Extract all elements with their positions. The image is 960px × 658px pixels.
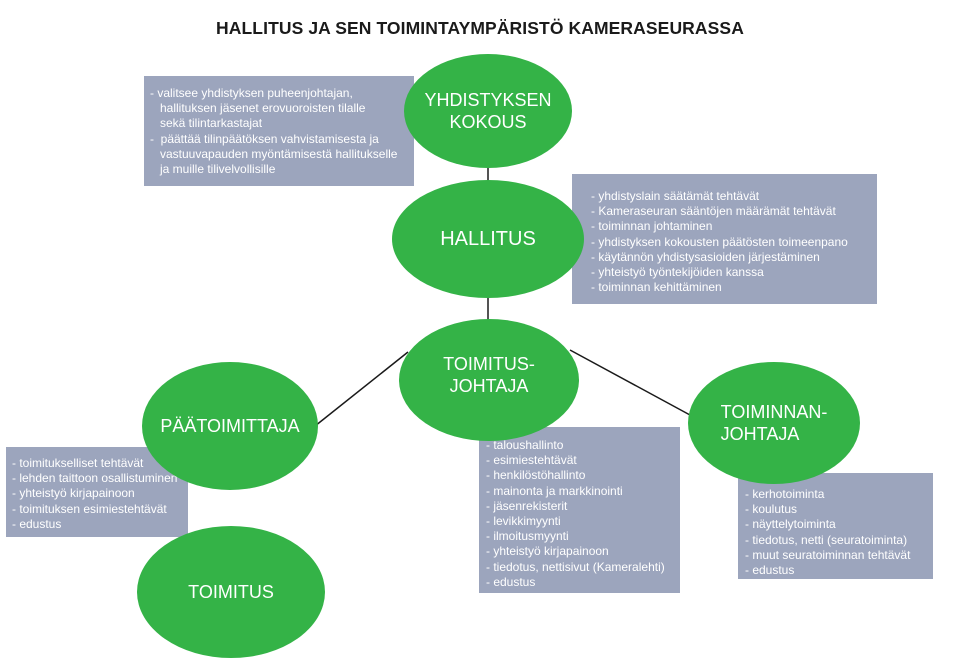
- paatoimittaja-task: - toimituksen esimiestehtävät: [12, 501, 167, 516]
- node-toiminnanjohtaja-line1: TOIMINNAN-: [720, 402, 828, 422]
- toiminnanjohtaja-task: - muut seuratoiminnan tehtävät: [745, 547, 911, 562]
- toimitusjohtaja-tasks-box: [479, 427, 680, 593]
- toimitusjohtaja-task: - yhteistyö kirjapainoon: [486, 544, 609, 559]
- toimitusjohtaja-task: - esimiestehtävät: [486, 453, 577, 468]
- hallitus-task: - yhdistyksen kokousten päätösten toimeenpano: [591, 234, 848, 249]
- toimitusjohtaja-task: - edustus: [486, 574, 536, 589]
- hallitus-task: - Kameraseuran sääntöjen määrämät tehtävät: [591, 204, 836, 219]
- connector-toimitusjohtaja-toiminnanjohtaja: [570, 350, 690, 415]
- toimitusjohtaja-task: - jäsenrekisterit: [486, 498, 568, 513]
- toiminnanjohtaja-task: - näyttelytoiminta: [745, 517, 836, 532]
- paatoimittaja-task: - edustus: [12, 516, 62, 531]
- hallitus-tasks-box: [572, 174, 877, 304]
- hallitus-task: - toiminnan johtaminen: [591, 219, 713, 234]
- kokous-task: vastuuvapauden myöntämisestä hallitukselle: [150, 146, 398, 161]
- toimitusjohtaja-task: - tiedotus, nettisivut (Kameralehti): [486, 559, 665, 574]
- page-title: HALLITUS JA SEN TOIMINTAYMPÄRISTÖ KAMERASEURASSA: [216, 18, 744, 38]
- kokous-tasks-box: [144, 76, 414, 186]
- toimitusjohtaja-task: - henkilöstöhallinto: [486, 468, 586, 483]
- toiminnanjohtaja-task: - koulutus: [745, 502, 798, 517]
- node-hallitus: [392, 180, 584, 298]
- toimitusjohtaja-task: - mainonta ja markkinointi: [486, 483, 623, 498]
- node-toimitusjohtaja-line2: JOHTAJA: [449, 376, 529, 396]
- node-yhdistyksen-kokous: [404, 54, 572, 168]
- toimitusjohtaja-task: - ilmoitusmyynti: [486, 529, 569, 544]
- kokous-task: hallituksen jäsenet erovuoroisten tilalle: [150, 101, 366, 116]
- kokous-task: - valitsee yhdistyksen puheenjohtajan,: [150, 86, 353, 100]
- toimitusjohtaja-task: - levikkimyynti: [486, 514, 561, 529]
- paatoimittaja-task: - toimitukselliset tehtävät: [12, 456, 144, 470]
- toiminnanjohtaja-task: - edustus: [745, 563, 795, 578]
- hallitus-task: - yhdistyslain säätämät tehtävät: [591, 189, 760, 203]
- node-toimitus-label: TOIMITUS: [188, 582, 274, 602]
- toiminnanjohtaja-task: - tiedotus, netti (seuratoiminta): [745, 532, 908, 547]
- paatoimittaja-task: - yhteistyö kirjapainoon: [12, 486, 135, 501]
- node-toimitus: [137, 526, 325, 658]
- connector-toimitusjohtaja-paatoimittaja: [310, 352, 408, 430]
- kokous-task: sekä tilintarkastajat: [150, 116, 263, 131]
- node-yhdistyksen-kokous-line1: YHDISTYKSEN: [424, 90, 552, 110]
- toimitusjohtaja-task: - taloushallinto: [486, 438, 564, 452]
- kokous-task: - päättää tilinpäätöksen vahvistamisesta ja: [150, 131, 379, 146]
- node-toiminnanjohtaja: [688, 362, 860, 484]
- paatoimittaja-task: - lehden taittoon osallistuminen: [12, 471, 178, 486]
- toiminnanjohtaja-tasks-box: [738, 473, 933, 579]
- node-hallitus-label: HALLITUS: [440, 228, 536, 250]
- node-paatoimittaja: [142, 362, 318, 490]
- kokous-task: ja muille tilivelvollisille: [150, 162, 276, 177]
- node-yhdistyksen-kokous-line2: KOKOUS: [449, 112, 527, 132]
- hallitus-task: - toiminnan kehittäminen: [591, 280, 722, 295]
- node-toiminnanjohtaja-line2: JOHTAJA: [720, 424, 800, 444]
- hallitus-task: - käytännön yhdistysasioiden järjestäminen: [591, 249, 820, 264]
- node-paatoimittaja-label: PÄÄTOIMITTAJA: [160, 416, 300, 436]
- node-toimitusjohtaja-line1: TOIMITUS-: [443, 354, 535, 374]
- node-toimitusjohtaja: [399, 319, 579, 441]
- hallitus-task: - yhteistyö työntekijöiden kanssa: [591, 265, 764, 280]
- toiminnanjohtaja-task: - kerhotoiminta: [745, 487, 825, 501]
